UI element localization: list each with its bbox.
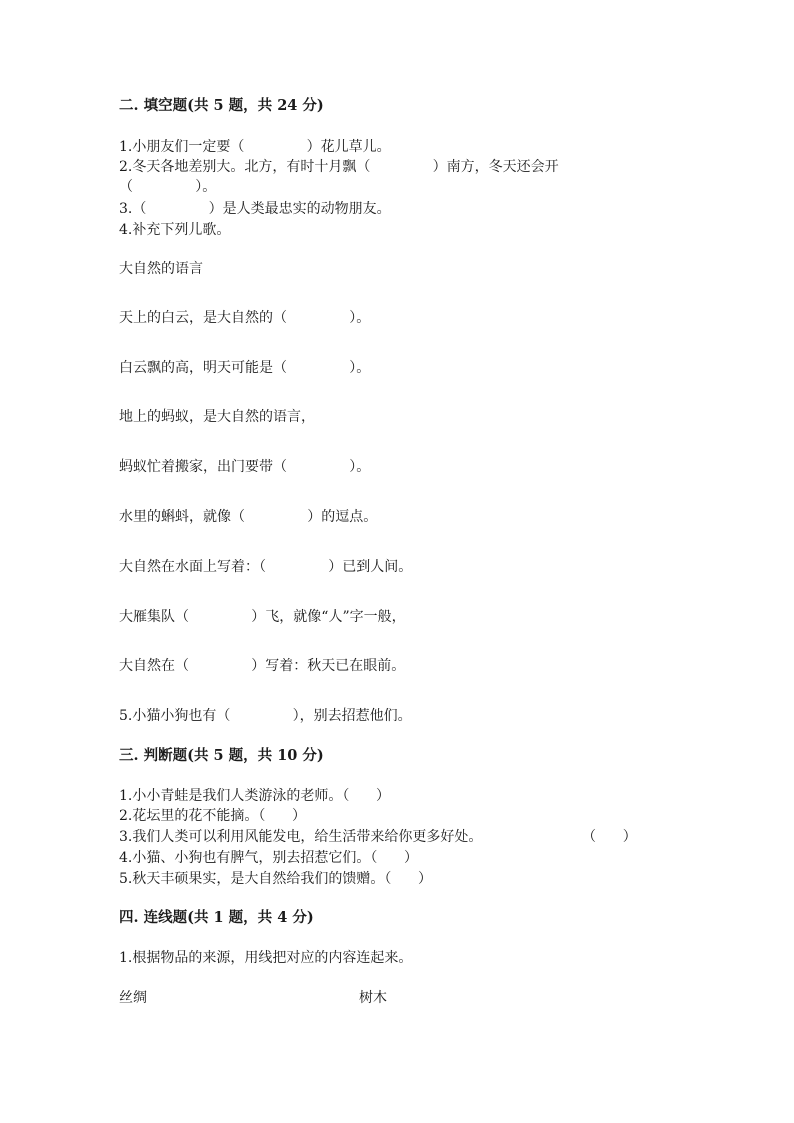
question-4: 4.补充下列儿歌。 <box>119 222 231 238</box>
judgement-item-3-bracket: （ ） <box>582 829 637 845</box>
judgement-item: 2.花坛里的花不能摘。（ ） <box>119 808 307 824</box>
poem-title: 大自然的语言 <box>119 261 203 277</box>
question-2-line-1: 2.冬天各地差别大。北方，有时十月飘（ ）南方，冬天还会开 <box>119 159 559 175</box>
poem-line: 水里的蝌蚪，就像（ ）的逗点。 <box>119 509 378 525</box>
section-heading-fill-blank: 二. 填空题(共 5 题，共 24 分) <box>119 97 324 114</box>
poem-line: 大自然在水面上写着：（ ）已到人间。 <box>119 559 413 575</box>
judgement-item: 3.我们人类可以利用风能发电，给生活带来给你更多好处。 <box>119 829 483 845</box>
judgement-item: 4.小猫、小狗也有脾气，别去招惹它们。（ ） <box>119 850 419 866</box>
question-3: 3.（ ）是人类最忠实的动物朋友。 <box>119 201 391 217</box>
poem-line: 蚂蚁忙着搬家，出门要带（ ）。 <box>119 459 371 475</box>
judgement-item: 5.秋天丰硕果实，是大自然给我们的馈赠。（ ） <box>119 871 433 887</box>
poem-line: 地上的蚂蚁，是大自然的语言， <box>119 409 315 425</box>
poem-line: 白云飘的高，明天可能是（ ）。 <box>119 360 371 376</box>
question-1: 1.小朋友们一定要（ ）花儿草儿。 <box>119 139 391 155</box>
section-heading-matching: 四. 连线题(共 1 题，共 4 分) <box>119 909 314 926</box>
question-2-line-2: （ ）。 <box>119 179 217 195</box>
judgement-item: 1.小小青蛙是我们人类游泳的老师。（ ） <box>119 788 391 804</box>
matching-left-item: 丝绸 <box>119 990 147 1006</box>
matching-right-item: 树木 <box>359 990 387 1006</box>
poem-line: 大雁集队（ ）飞，就像“人”字一般， <box>119 609 406 625</box>
poem-line: 大自然在（ ）写着：秋天已在眼前。 <box>119 658 406 674</box>
question-5: 5.小猫小狗也有（ ），别去招惹他们。 <box>119 708 412 724</box>
poem-line: 天上的白云，是大自然的（ ）。 <box>119 310 371 326</box>
section-heading-true-false: 三. 判断题(共 5 题，共 10 分) <box>119 747 324 764</box>
matching-question: 1.根据物品的来源，用线把对应的内容连起来。 <box>119 950 413 966</box>
